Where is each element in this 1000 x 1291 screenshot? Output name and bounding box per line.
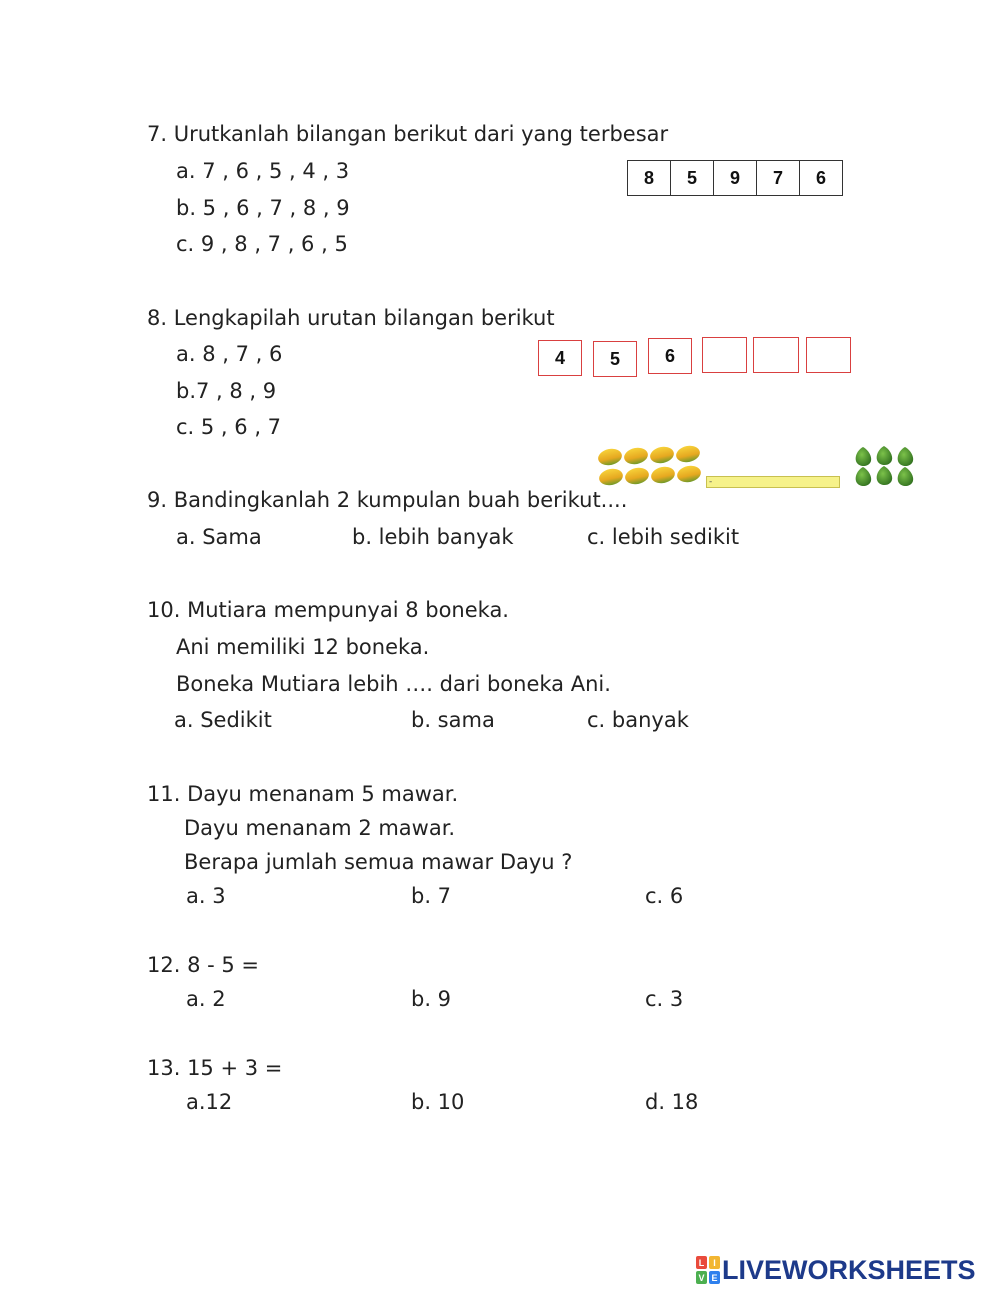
q10-line-3: Boneka Mutiara lebih …. dari boneka Ani.: [176, 672, 611, 696]
q8-option-c[interactable]: c. 5 , 6 , 7: [176, 415, 282, 439]
q9-question: 9. Bandingkanlah 2 kumpulan buah berikut....: [147, 488, 628, 512]
mango-group-icon: [597, 445, 703, 489]
q7-box: 5: [671, 160, 714, 196]
q8-answer-box[interactable]: [753, 337, 799, 373]
q10-option-a[interactable]: a. Sedikit: [174, 708, 272, 732]
q12-option-c[interactable]: c. 3: [645, 987, 684, 1011]
q11-option-c[interactable]: c. 6: [645, 884, 684, 908]
q11-line-1: 11. Dayu menanam 5 mawar.: [147, 782, 459, 806]
svg-text:E: E: [711, 1272, 718, 1283]
q10-line-2: Ani memiliki 12 boneka.: [176, 635, 430, 659]
q11-option-a[interactable]: a. 3: [186, 884, 226, 908]
q13-question: 13. 15 + 3 =: [147, 1056, 283, 1080]
q13-option-d[interactable]: d. 18: [645, 1090, 699, 1114]
q7-option-a[interactable]: a. 7 , 6 , 5 , 4 , 3: [176, 159, 350, 183]
svg-text:L: L: [698, 1257, 705, 1268]
q12-option-a[interactable]: a. 2: [186, 987, 226, 1011]
q9-answer-field[interactable]: -: [706, 476, 840, 488]
q11-option-b[interactable]: b. 7: [411, 884, 452, 908]
guava-group-icon: [852, 443, 916, 489]
q8-answer-box[interactable]: [806, 337, 851, 373]
q7-option-b[interactable]: b. 5 , 6 , 7 , 8 , 9: [176, 196, 350, 220]
svg-text:V: V: [698, 1272, 705, 1283]
guava-icon: [856, 446, 914, 486]
q10-option-c[interactable]: c. banyak: [587, 708, 689, 732]
q13-option-b[interactable]: b. 10: [411, 1090, 465, 1114]
q11-line-3: Berapa jumlah semua mawar Dayu ?: [184, 850, 573, 874]
q8-box: 4: [538, 340, 582, 376]
q8-box: 6: [648, 338, 692, 374]
q7-box: 7: [757, 160, 800, 196]
q12-question: 12. 8 - 5 =: [147, 953, 259, 977]
liveworksheets-logo-icon: [696, 1256, 722, 1286]
q8-box: 5: [593, 341, 637, 377]
q8-option-a[interactable]: a. 8 , 7 , 6: [176, 342, 283, 366]
q11-line-2: Dayu menanam 2 mawar.: [184, 816, 456, 840]
q7-question: 7. Urutkanlah bilangan berikut dari yang terbesar: [147, 122, 669, 146]
q8-question: 8. Lengkapilah urutan bilangan berikut: [147, 306, 555, 330]
q7-box: 9: [714, 160, 757, 196]
q7-box: 6: [800, 160, 843, 196]
q10-line-1: 10. Mutiara mempunyai 8 boneka.: [147, 598, 509, 622]
mango-icon: [597, 445, 702, 487]
q10-option-b[interactable]: b. sama: [411, 708, 495, 732]
q9-option-c[interactable]: c. lebih sedikit: [587, 525, 740, 549]
q12-option-b[interactable]: b. 9: [411, 987, 452, 1011]
svg-text:I: I: [713, 1257, 716, 1268]
q7-option-c[interactable]: c. 9 , 8 , 7 , 6 , 5: [176, 232, 348, 256]
q13-option-a[interactable]: a.12: [186, 1090, 233, 1114]
liveworksheets-logo-text: LIVEWORKSHEETS: [722, 1255, 976, 1285]
q8-option-b[interactable]: b.7 , 8 , 9: [176, 379, 277, 403]
q9-option-b[interactable]: b. lebih banyak: [352, 525, 514, 549]
q8-answer-box[interactable]: [702, 337, 747, 373]
q9-option-a[interactable]: a. Sama: [176, 525, 262, 549]
liveworksheets-logo: [696, 1255, 976, 1286]
q7-number-boxes: [627, 160, 843, 196]
q7-box: 8: [627, 160, 671, 196]
